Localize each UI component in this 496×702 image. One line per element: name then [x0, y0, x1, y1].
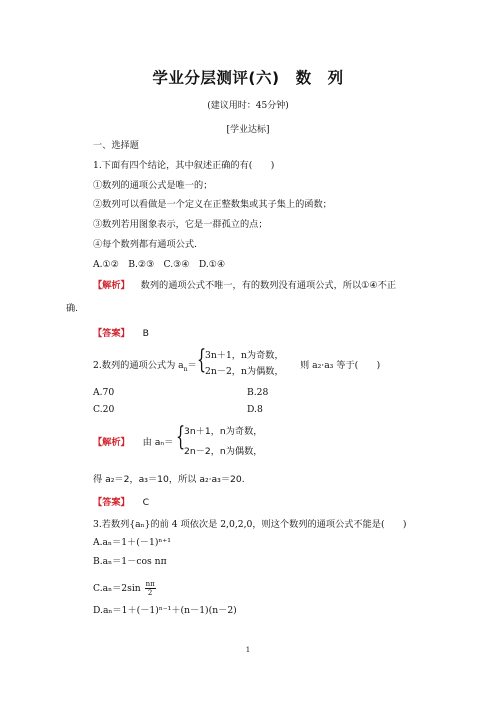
q3-option-c: C.aₙ＝2sin $\frac{n\pi}{2}$ — [93, 580, 155, 597]
q3-option-c-numerator: nπ — [145, 580, 155, 588]
q2-case-1: 3n＋1，n为奇数， — [205, 350, 284, 361]
q2-option-c: C.20 — [93, 404, 115, 415]
q1-analysis-text: 数列的通项公式不唯一，有的数列没有通项公式，所以①④不正 — [140, 280, 397, 291]
q2-analysis-result: 得 a₂＝2，a₃＝10，所以 a₂·a₃＝20. — [93, 474, 245, 485]
q2-analysis-label: 【解析】 — [93, 437, 130, 448]
suggested-time: (建议用时：45分钟) — [207, 101, 289, 111]
q1-stem: 1.下面有四个结论，其中叙述正确的有( ) — [93, 160, 275, 171]
part-heading: 一、选择题 — [93, 140, 139, 151]
q2-case-2: 2n－2，n为偶数， — [205, 366, 284, 377]
q2-option-b: B.28 — [247, 387, 269, 398]
q2-stem-suffix: 则 a₂·a₃ 等于( ) — [300, 360, 381, 371]
q1-answer: B — [142, 328, 149, 339]
q2-answer: C — [142, 497, 150, 508]
q3-option-d: D.aₙ＝1＋(－1)ⁿ⁻¹＋(n－1)(n－2) — [93, 605, 237, 616]
q1-answer-label: 【答案】 — [93, 328, 130, 339]
q2-analysis-prefix: 由 aₙ＝ — [142, 437, 174, 448]
q3-option-b: B.aₙ＝1－cos nπ — [93, 556, 167, 567]
page-title: 学业分层测评(六) 数 列 — [152, 69, 344, 87]
q2-analysis-brace: { — [176, 422, 186, 452]
q1-statement-3: ③数列若用图象表示，它是一群孤立的点； — [93, 219, 268, 230]
section-label: [学业达标] — [226, 125, 270, 135]
q3-option-a: A.aₙ＝1＋(－1)ⁿ⁺¹ — [93, 537, 171, 548]
page-number: 1 — [245, 646, 251, 654]
q3-option-c-denominator: 2 — [147, 589, 153, 597]
q1-statement-4: ④每个数列都有通项公式. — [93, 239, 197, 250]
q2-option-d: D.8 — [247, 404, 263, 415]
q2-analysis-case-2: 2n－2，n为偶数， — [184, 446, 263, 457]
q1-statement-2: ②数列可以看做是一个定义在正整数集或其子集上的函数； — [93, 199, 332, 210]
q1-analysis-label: 【解析】 — [93, 280, 130, 291]
q1-statement-1: ①数列的通项公式是唯一的； — [93, 180, 213, 191]
q2-brace: { — [197, 345, 207, 375]
q1-options: A.①② B.②③ C.③④ D.①④ — [93, 259, 226, 270]
q3-stem: 3.若数列{aₙ}的前 4 项依次是 2,0,2,0，则这个数列的通项公式不能是( ) — [93, 519, 407, 530]
q2-answer-label: 【答案】 — [93, 497, 130, 508]
q1-analysis-text-cont: 确. — [66, 303, 79, 314]
q2-analysis-case-1: 3n＋1，n为奇数， — [184, 426, 263, 437]
q2-stem-prefix: 2.数列的通项公式为 $a_n=$ — [93, 360, 197, 373]
q2-option-a: A.70 — [93, 387, 115, 398]
